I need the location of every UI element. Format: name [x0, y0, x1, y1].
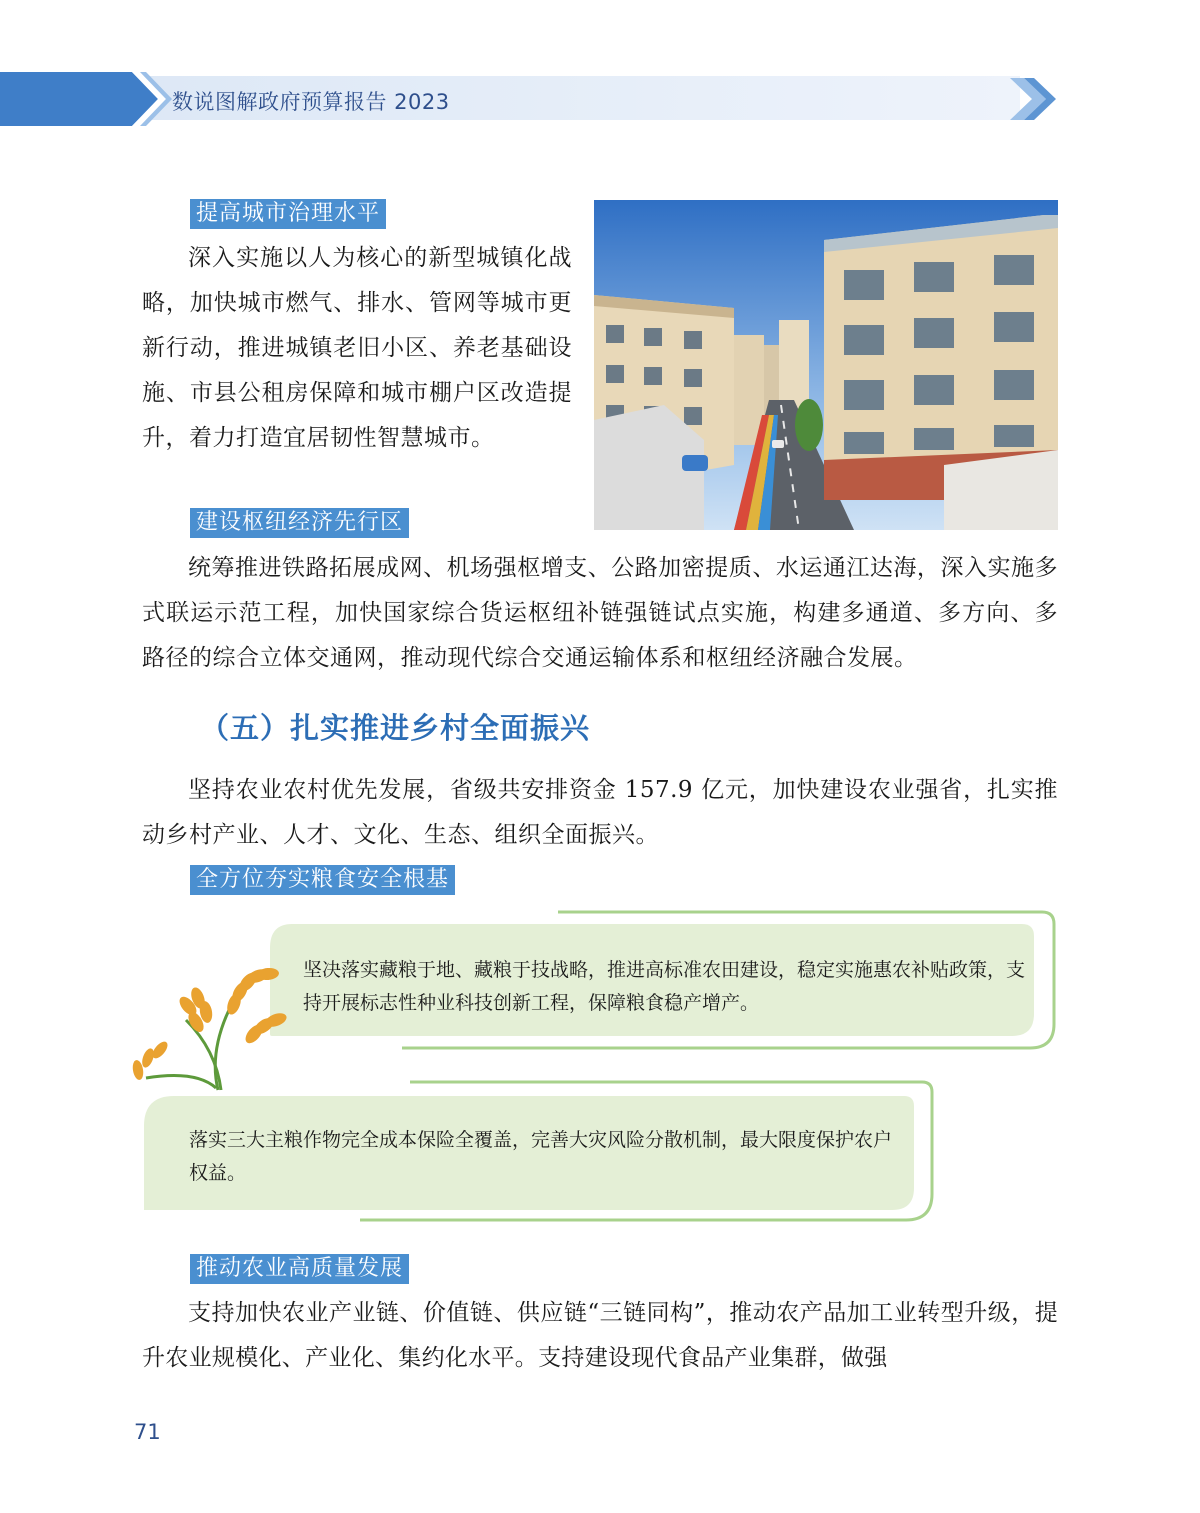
section-label-city: 提高城市治理水平	[190, 199, 386, 229]
city-paragraph: 深入实施以人为核心的新型城镇化战略，加快城市燃气、排水、管网等城市更新行动，推进城镇老旧小区、养老基础设施、市县公租房保障和城市棚户区改造提升，着力打造宜居韧性智慧城市。	[142, 245, 572, 451]
section-label-agri: 推动农业高质量发展	[190, 1254, 409, 1284]
section-heading-rural: （五）扎实推进乡村全面振兴	[200, 711, 591, 745]
section-label-hub: 建设枢纽经济先行区	[190, 508, 409, 538]
rice-icon	[126, 960, 296, 1092]
section-label-grain: 全方位夯实粮食安全根基	[190, 865, 455, 895]
rural-intro-paragraph: 坚持农业农村优先发展，省级共安排资金 157.9 亿元，加快建设农业强省，扎实推动乡村产业、人才、文化、生态、组织全面振兴。	[142, 777, 1058, 848]
page-header	[0, 70, 1200, 128]
header-title: 数说图解政府预算报告 2023	[172, 90, 450, 114]
card-text-2: 落实三大主粮作物完全成本保险全覆盖，完善大灾风险分散机制，最大限度保护农户权益。	[189, 1129, 893, 1184]
residential-street-photo	[594, 200, 1058, 530]
page-number: 71	[134, 1420, 161, 1444]
card-text-1: 坚决落实藏粮于地、藏粮于技战略，推进高标准农田建设，稳定实施惠农补贴政策，支持开展标志性种业科技创新工程，保障粮食稳产增产。	[303, 959, 1026, 1014]
agri-paragraph: 支持加快农业产业链、价值链、供应链“三链同构”，推动农产品加工业转型升级，提升农业规模化、产业化、集约化水平。支持建设现代食品产业集群，做强	[142, 1300, 1058, 1371]
hub-paragraph: 统筹推进铁路拓展成网、机场强枢增支、公路加密提质、水运通江达海，深入实施多式联运示范工程，加快国家综合货运枢纽补链强链试点实施，构建多通道、多方向、多路径的综合立体交通网，推动现代综合交通运输体系和枢纽经济融合发展。	[142, 555, 1058, 671]
